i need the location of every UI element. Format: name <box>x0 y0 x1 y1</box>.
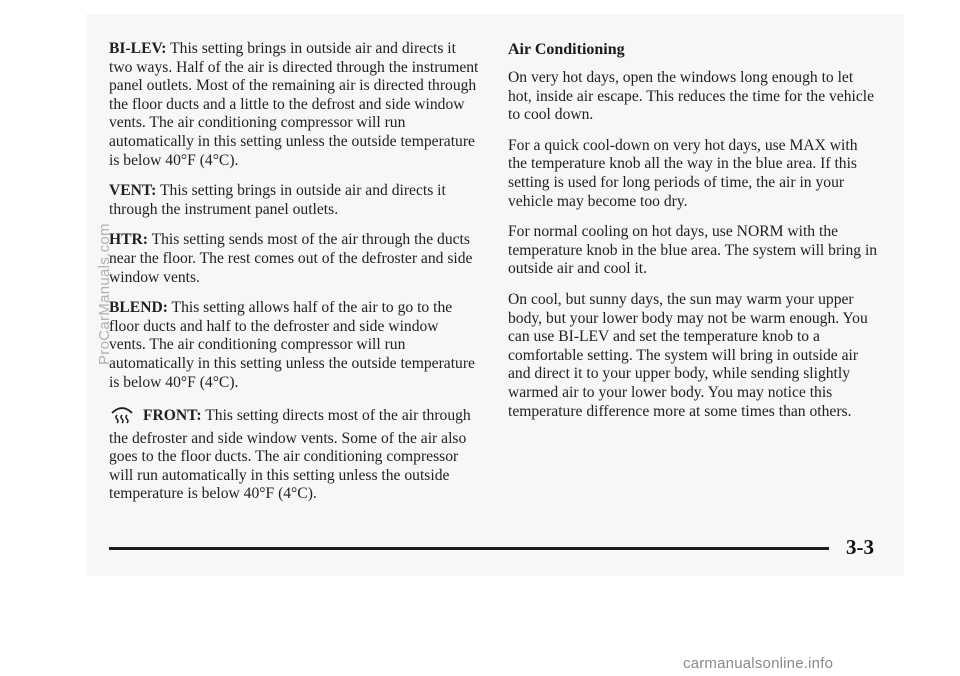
left-column <box>109 40 479 516</box>
footer-rule <box>109 547 829 550</box>
ac-paragraph-4: On cool, but sunny days, the sun may warm your upper body, but your lower body may not be warm enough. You can use BI-LEV and set the temperature knob to a comfortable setting. The system will bring in outside air and direct it to your upper body, while sending slightly warmed air to your lower body. You may notice this temperature difference more at some times than others. <box>508 290 868 420</box>
right-column <box>508 40 880 433</box>
front-text: This setting directs most of the air through the defroster and side window vents. Some of the air also goes to the floor ducts. The air conditioning compressor will run automatically in this setting unless the outside temperature is below 40°F (4°C). <box>109 407 471 503</box>
blend-text: This setting allows half of the air to go to the floor ducts and half to the defroster and side window vents. The air conditioning compressor will run automatically in this setting unless the outside temperature is below 40°F (4°C). <box>109 299 475 391</box>
page-number: 3-3 <box>846 535 874 559</box>
htr-term: HTR: <box>109 231 148 249</box>
bilev-text: This setting brings in outside air and directs it two ways. Half of the air is directed through the instrument panel outlets. Most of the remaining air is directed through the floor ducts and a little to the defrost and side window vents. The air conditioning compressor will run automatically in this setting unless the outside temperature is below 40°F (4°C). <box>109 40 479 169</box>
front-term: FRONT: <box>143 407 202 425</box>
bilev-paragraph <box>109 40 479 170</box>
front-paragraph <box>109 404 479 504</box>
vent-paragraph <box>109 182 479 219</box>
front-defrost-icon <box>109 404 135 430</box>
section-heading: Air Conditioning <box>508 41 625 58</box>
bilev-term: BI-LEV: <box>109 40 167 57</box>
ac-paragraph-1: On very hot days, open the windows long enough to let hot, inside air escape. This reduces the time for the vehicle to cool down. <box>508 69 875 124</box>
blend-paragraph <box>109 299 479 392</box>
ac-paragraph-2: For a quick cool-down on very hot days, use MAX with the temperature knob all the way in the blue area. If this setting is used for long periods of time, the air in your vehicle may become too dry. <box>508 136 858 210</box>
vent-term: VENT: <box>109 182 157 200</box>
bottom-watermark: carmanualsonline.info <box>683 655 834 672</box>
vent-text: This setting brings in outside air and directs it through the instrument panel outlets. <box>109 182 446 218</box>
side-watermark: ProCarManuals.com <box>96 223 113 365</box>
htr-paragraph <box>109 231 479 287</box>
blend-term: BLEND: <box>109 299 168 317</box>
ac-paragraph-3: For normal cooling on hot days, use NORM with the temperature knob in the blue area. The system will bring in outside air and cool it. <box>508 223 878 278</box>
htr-text: This setting sends most of the air through the ducts near the floor. The rest comes out of the defroster and side window vents. <box>109 231 473 286</box>
